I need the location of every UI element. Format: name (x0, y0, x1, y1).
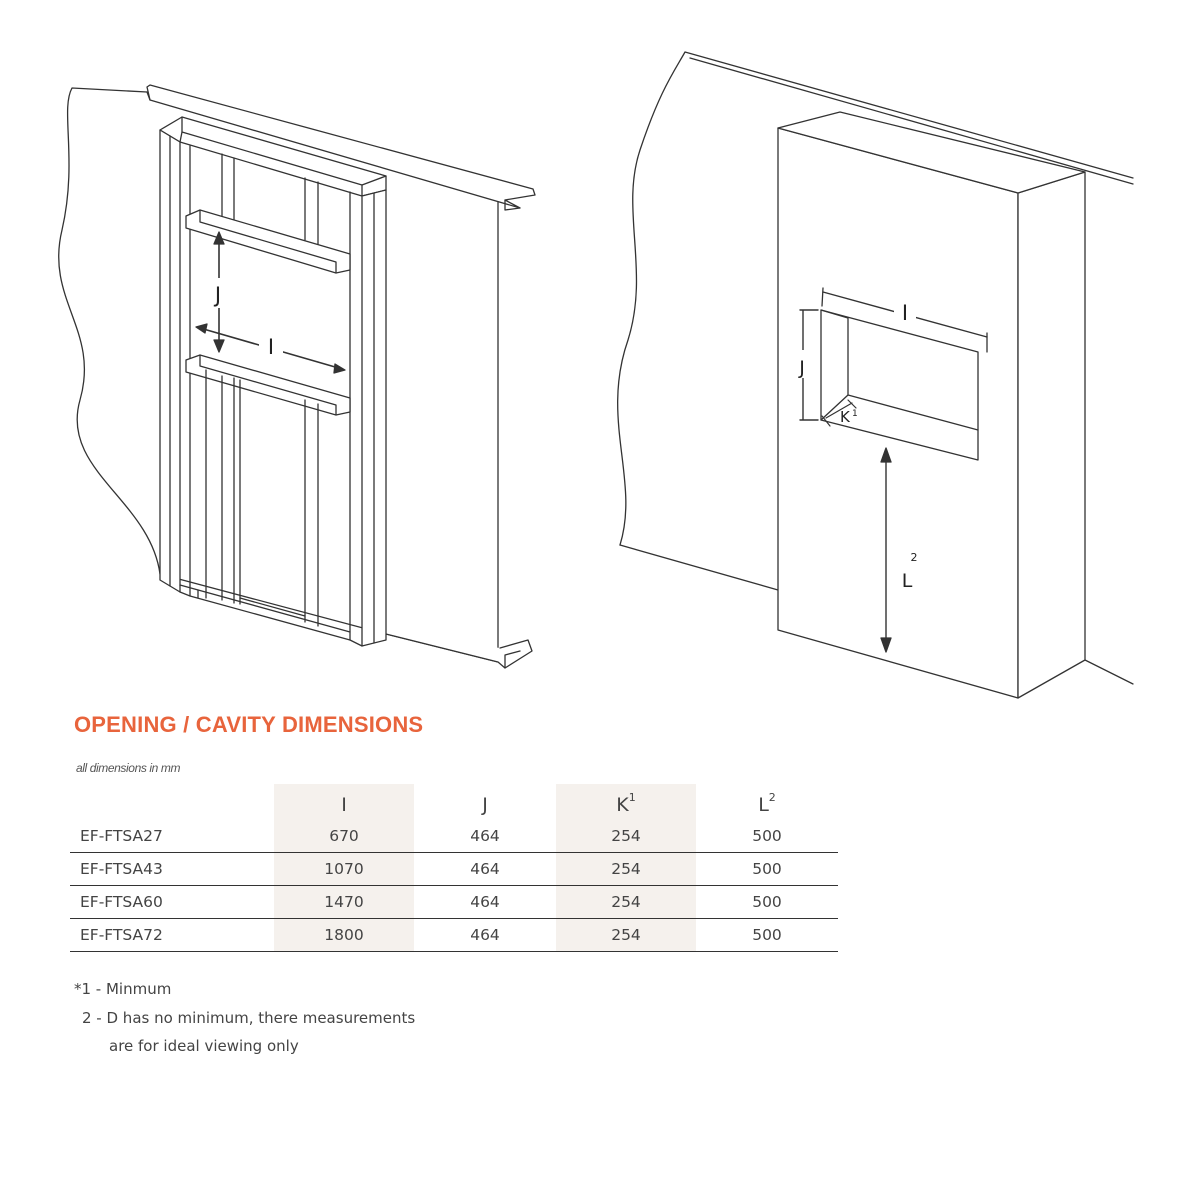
cell-j: 464 (414, 853, 556, 886)
cell-k: 254 (556, 853, 696, 886)
cell-model: EF-FTSA43 (70, 853, 274, 886)
footnote-1: *1 - Minmum (74, 980, 172, 998)
wall-box-front (778, 128, 1018, 698)
right-label-k: K (840, 408, 850, 426)
right-label-k-sup: 1 (852, 409, 858, 419)
table-row (70, 919, 838, 952)
header-l: $L^2$ (758, 791, 776, 816)
cavity-diagram (618, 52, 1133, 698)
dimensions-table (70, 784, 838, 952)
wall-box-side (1018, 172, 1085, 698)
cell-model: EF-FTSA60 (70, 886, 274, 919)
cell-l: 500 (696, 820, 838, 853)
header-i: I (274, 784, 414, 820)
right-label-l-sup: 2 (910, 551, 918, 564)
right-label-j: J (799, 357, 805, 379)
cell-j: 464 (414, 919, 556, 952)
footnote-2-line-2: are for ideal viewing only (109, 1037, 299, 1055)
cell-l: 500 (696, 919, 838, 952)
cell-k: 254 (556, 886, 696, 919)
header-k: $K^1$ (556, 784, 696, 820)
section-title: OPENING / CAVITY DIMENSIONS (74, 712, 424, 737)
right-label-i: I (901, 301, 909, 325)
right-label-l: L (901, 570, 913, 592)
table-header-row (70, 784, 838, 820)
stud-frame-diagram (59, 85, 535, 668)
cell-i: 1470 (274, 886, 414, 919)
cell-model: EF-FTSA72 (70, 919, 274, 952)
table-row (70, 820, 838, 853)
cell-k: 254 (556, 820, 696, 853)
cell-j: 464 (414, 886, 556, 919)
cell-model: EF-FTSA27 (70, 820, 274, 853)
footnotes (74, 975, 415, 1061)
cell-j: 464 (414, 820, 556, 853)
cell-l: 500 (696, 886, 838, 919)
header-j: J (482, 794, 488, 816)
cell-l: 500 (696, 853, 838, 886)
cell-i: 670 (274, 820, 414, 853)
left-label-i: I (267, 335, 275, 359)
left-label-j: J (214, 283, 222, 307)
table-row (70, 886, 838, 919)
cell-k: 254 (556, 919, 696, 952)
units-note: all dimensions in mm (76, 761, 181, 775)
header-model (70, 784, 274, 820)
cell-i: 1800 (274, 919, 414, 952)
cell-i: 1070 (274, 853, 414, 886)
footnote-2-line-1: 2 - D has no minimum, there measurements (82, 1008, 416, 1027)
table-row (70, 853, 838, 886)
